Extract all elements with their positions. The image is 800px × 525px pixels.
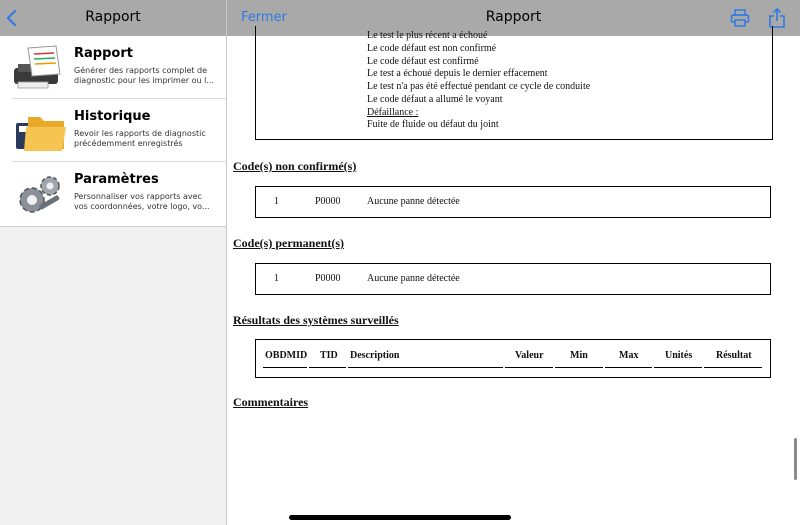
sidebar — [0, 36, 226, 525]
column-rule — [704, 367, 762, 368]
home-indicator[interactable] — [289, 515, 511, 520]
sidebar-item-historique[interactable] — [0, 99, 226, 162]
code-value: P0000 — [315, 273, 341, 284]
monitored-results-table — [255, 339, 771, 378]
folder-history-icon — [12, 107, 66, 155]
code-value: P0000 — [315, 196, 341, 207]
unconfirmed-codes-heading: Code(s) non confirmé(s) — [233, 159, 357, 173]
sidebar-list — [0, 36, 226, 227]
column-header: OBDMID — [265, 350, 308, 361]
column-rule — [348, 367, 503, 368]
status-line: Le code défaut est confirmé — [367, 56, 479, 67]
close-button[interactable]: Fermer — [241, 10, 287, 25]
sidebar-item-rapport[interactable] — [0, 36, 226, 99]
sidebar-title: Rapport — [85, 9, 141, 25]
sidebar-item-title: Historique — [74, 109, 151, 124]
column-header: Min — [570, 350, 588, 361]
column-header: Description — [350, 350, 400, 361]
page-title: Rapport — [485, 9, 542, 25]
status-line: Le test a échoué depuis le dernier effacement — [367, 68, 548, 79]
permanent-codes-table — [255, 263, 771, 295]
column-rule — [263, 367, 307, 368]
column-header: Résultat — [716, 350, 752, 361]
status-line: Le test n'a pas été effectué pendant ce cycle de conduite — [367, 81, 591, 92]
permanent-codes-heading: Code(s) permanent(s) — [233, 236, 344, 250]
vertical-scrollbar[interactable] — [794, 438, 797, 480]
column-header: Unités — [665, 350, 693, 361]
column-rule — [555, 367, 603, 368]
code-index: 1 — [274, 196, 279, 207]
sidebar-item-description: Générer des rapports complet de diagnostic pour les imprimer ou l... — [74, 66, 214, 85]
sidebar-item-title: Paramètres — [74, 172, 159, 187]
column-header: Max — [619, 350, 639, 361]
printer-icon[interactable] — [730, 9, 750, 27]
code-index: 1 — [274, 273, 279, 284]
sidebar-item-parametres[interactable] — [0, 162, 226, 225]
sidebar-item-description: Revoir les rapports de diagnostic précédemment enregistrés — [74, 129, 206, 148]
status-line: Le test le plus récent a échoué — [367, 30, 488, 41]
report-view[interactable] — [227, 30, 800, 525]
column-rule — [309, 367, 346, 368]
column-rule — [605, 367, 652, 368]
gears-settings-icon — [12, 170, 66, 218]
monitored-results-heading: Résultats des systèmes surveillés — [233, 313, 399, 327]
failure-text: Fuite de fluide ou défaut du joint — [367, 119, 499, 130]
status-line: Le code défaut a allumé le voyant — [367, 94, 503, 105]
code-description: Aucune panne détectée — [367, 273, 460, 284]
column-rule — [654, 367, 702, 368]
column-header: TID — [320, 350, 338, 361]
status-line: Le code défaut est non confirmé — [367, 43, 497, 54]
column-header: Valeur — [515, 350, 544, 361]
comments-heading: Commentaires — [233, 395, 309, 409]
code-description: Aucune panne détectée — [367, 196, 460, 207]
column-rule — [505, 367, 553, 368]
sidebar-item-description: Personnaliser vos rapports avec vos coordonnées, votre logo, vo... — [74, 192, 210, 211]
failure-label: Défaillance : — [367, 107, 419, 118]
printer-report-icon — [12, 44, 66, 92]
sidebar-item-title: Rapport — [74, 46, 133, 61]
unconfirmed-codes-table — [255, 186, 771, 218]
